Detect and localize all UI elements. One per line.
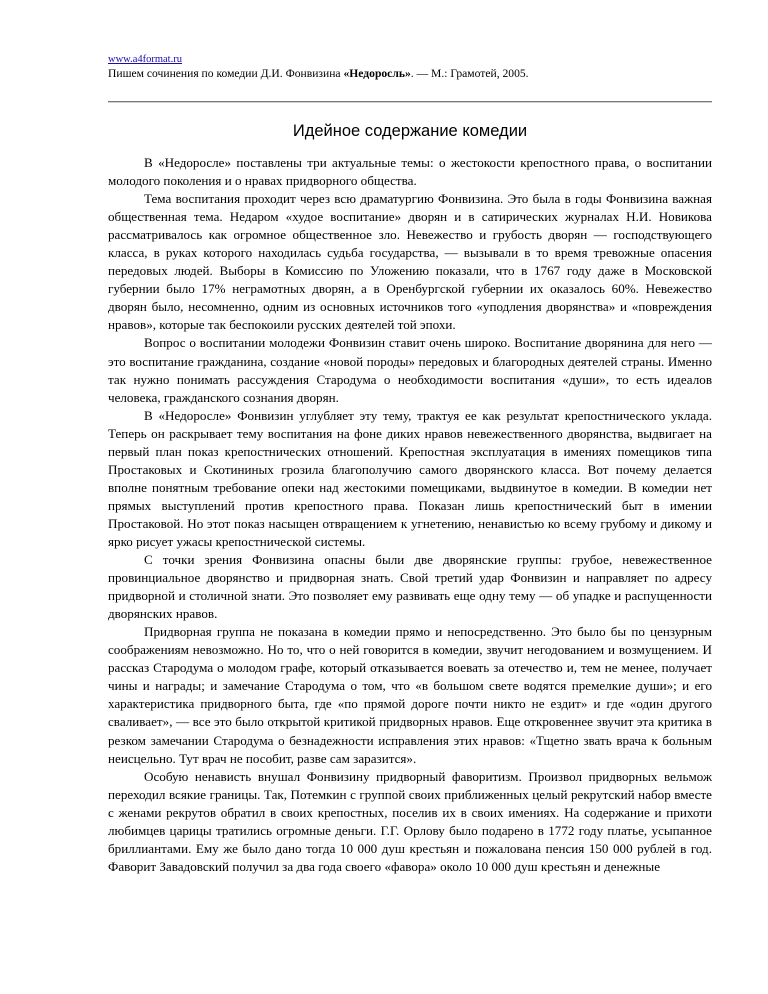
site-link[interactable]: www.a4format.ru: [108, 54, 182, 65]
paragraph: Придворная группа не показана в комедии прямо и непосредственно. Это было бы по цензурным соображениям невозможно. Но то, что о ней говорится в комедии, звучит негодованием и возмущением. И рассказ Стародума о молодом графе, который отказывается воевать за отечество и, тем не менее, получает чины и награды; и замечание Стародума о том, что «в большом свете водятся премелкие души»; и его характеристика придворного быта, где «по прямой дороге почти никто не ездит» и где «один другого сваливает», — все это было открытой критикой придворных нравов. Еще откровеннее звучит эта критика в резком замечании Стародума о безнадежности исправления этих нравов: «Тщетно звать врача к больным неисцельно. Тут врач не пособит, разве сам заразится».: [108, 624, 712, 766]
header-divider: [108, 101, 712, 103]
source-suffix: . — М.: Грамотей, 2005.: [410, 67, 529, 80]
paragraph: В «Недоросле» Фонвизин углубляет эту тему, трактуя ее как результат крепостнического уклада. Теперь он раскрывает тему воспитания на фоне диких нравов невежественного дворянства, выдвигает на первый план показ крепостнических отношений. Крепостная эксплуатация в имениях помещиков типа Простаковых и Скотининых грозила благополучию самого дворянского класса. Вот почему делается вполне понятным требование опеки над жестокими помещиками, выдвинутое в комедии. В комедии нет прямых выступлений против крепостного права. Показан лишь крепостнический быт в имении Простаковой. Но этот показ насыщен отвращением к угнетению, ненавистью ко всему грубому и дикому и ярко рисует ужасы крепостнической системы.: [108, 407, 712, 549]
paragraph: В «Недоросле» поставлены три актуальные темы: о жестокости крепостного права, о воспитании молодого поколения и о нравах придворного общества.: [108, 155, 712, 189]
paragraph: Тема воспитания проходит через всю драматургию Фонвизина. Это была в годы Фонвизина важная общественная тема. Недаром «худое воспитание» дворян и в сатирических журналах Н.И. Новикова рассматривалось как огромное общественное зло. Невежество и грубость дворян — господствующего класса, в руках которого находилась судьба государства, — вызывали в то время тревожные опасения передовых людей. Выборы в Комиссию по Уложению показали, что в 1767 году даже в Московской губернии было 17% неграмотных дворян, а в Оренбургской губернии их оказалось 60%. Невежество дворян было, несомненно, одним из основных источников того «уподления дворянства» и «повреждения нравов», которые так беспокоили русских деятелей той эпохи.: [108, 191, 712, 333]
source-prefix: Пишем сочинения по комедии Д.И. Фонвизина: [108, 67, 344, 80]
source-citation: [108, 66, 712, 82]
document-body: [108, 154, 712, 876]
paragraph: Вопрос о воспитании молодежи Фонвизин ставит очень широко. Воспитание дворянина для него — это воспитание гражданина, создание «новой породы» передовых и благородных деятелей страны. Именно так нужно понимать рассуждения Стародума о необходимости воспитания «души», то есть идеалов человека, гражданского сознания дворян.: [108, 335, 712, 405]
source-title: «Недоросль»: [343, 67, 411, 80]
document-title: Идейное содержание комедии: [292, 122, 528, 140]
page-header: [108, 54, 712, 82]
paragraph: С точки зрения Фонвизина опасны были две дворянские группы: грубое, невежественное провинциальное дворянство и придворная знать. Свой третий удар Фонвизин и направляет по адресу придворной и столичной знати. Это позволяет ему развивать еще одну тему — об упадке и распущенности дворянских нравов.: [108, 552, 712, 622]
paragraph: Особую ненависть внушал Фонвизину придворный фаворитизм. Произвол придворных вельмож переходил всякие границы. Так, Потемкин с группой своих приближенных целый рекрутский набор вместе с женами рекрутов обратил в своих крепостных, поселив их в своих имениях. На содержание и прихоти любимцев царицы тратились огромные деньги. Г.Г. Орлову было подарено в 1772 году платье, усыпанное бриллиантами. Ему же было дано тогда 10 000 душ крестьян и пожалована пенсия 150 000 рублей в год. Фаворит Завадовский получил за два года своего «фавора» около 10 000 душ крестьян и денежные: [108, 768, 712, 874]
